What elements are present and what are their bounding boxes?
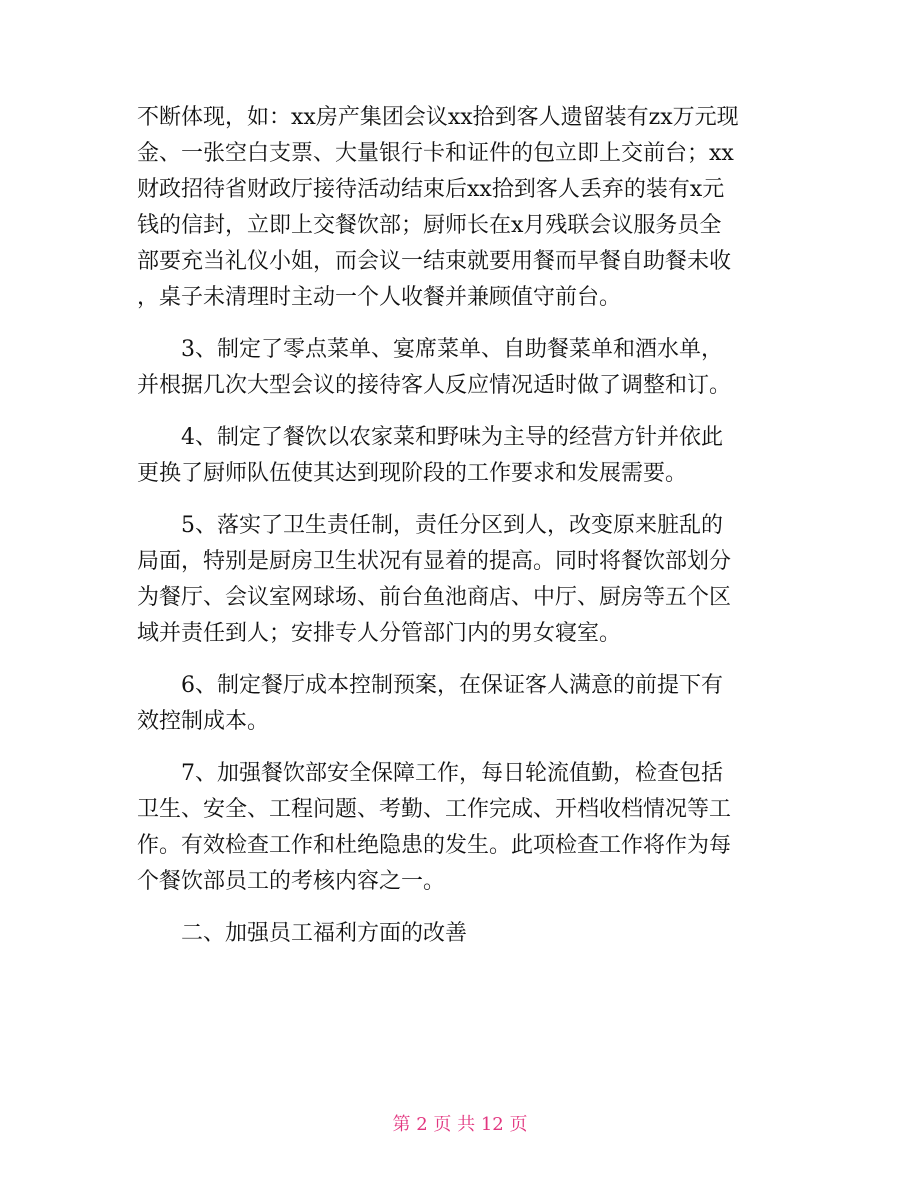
text-line: 3、制定了零点菜单、宴席菜单、自助餐菜单和酒水单，	[181, 337, 723, 362]
text-line: 7、加强餐饮部安全保障工作，每日轮流值勤，检查包括	[181, 761, 723, 786]
text-line: 更换了厨师队伍使其达到现阶段的工作要求和发展需要。	[137, 461, 688, 486]
paragraph-item-3	[137, 332, 792, 404]
paragraph-item-7	[137, 756, 792, 900]
text-line: ，桌子未清理时主动一个人收餐并兼顾值守前台。	[137, 285, 622, 310]
heading-line: 二、加强员工福利方面的改善	[181, 921, 468, 946]
text-line: 6、制定餐厅成本控制预案，在保证客人满意的前提下有	[181, 673, 723, 698]
text-line: 局面，特别是厨房卫生状况有显着的提高。同时将餐饮部划分	[137, 549, 732, 574]
text-line: 个餐饮部员工的考核内容之一。	[137, 869, 446, 894]
text-line: 为餐厅、会议室网球场、前台鱼池商店、中厅、厨房等五个区	[137, 585, 732, 610]
section-heading	[137, 916, 792, 952]
text-line: 金、一张空白支票、大量银行卡和证件的包立即上交前台；xx	[137, 141, 734, 166]
text-line: 不断体现，如：xx房产集团会议xx拾到客人遗留装有zx万元现	[137, 105, 739, 130]
text-line: 效控制成本。	[137, 709, 270, 734]
paragraph-1	[137, 100, 792, 316]
text-line: 钱的信封，立即上交餐饮部；厨师长在x月残联会议服务员全	[137, 213, 722, 238]
text-line: 作。有效检查工作和杜绝隐患的发生。此项检查工作将作为每	[137, 833, 732, 858]
paragraph-item-6	[137, 668, 792, 740]
page-number-footer: 第 2 页 共 12 页	[392, 1114, 528, 1135]
paragraph-item-5	[137, 508, 792, 652]
paragraph-item-4	[137, 420, 792, 492]
body-text	[137, 100, 792, 952]
text-line: 4、制定了餐饮以农家菜和野味为主导的经营方针并依此	[181, 425, 723, 450]
text-line: 5、落实了卫生责任制，责任分区到人，改变原来脏乱的	[181, 513, 723, 538]
text-line: 卫生、安全、工程问题、考勤、工作完成、开档收档情况等工	[137, 797, 732, 822]
text-line: 部要充当礼仪小姐，而会议一结束就要用餐而早餐自助餐未收	[137, 249, 732, 274]
text-line: 并根据几次大型会议的接待客人反应情况适时做了调整和订。	[137, 373, 732, 398]
text-line: 财政招待省财政厅接待活动结束后xx拾到客人丢弃的装有x元	[137, 177, 725, 202]
text-line: 域并责任到人；安排专人分管部门内的男女寝室。	[137, 621, 622, 646]
